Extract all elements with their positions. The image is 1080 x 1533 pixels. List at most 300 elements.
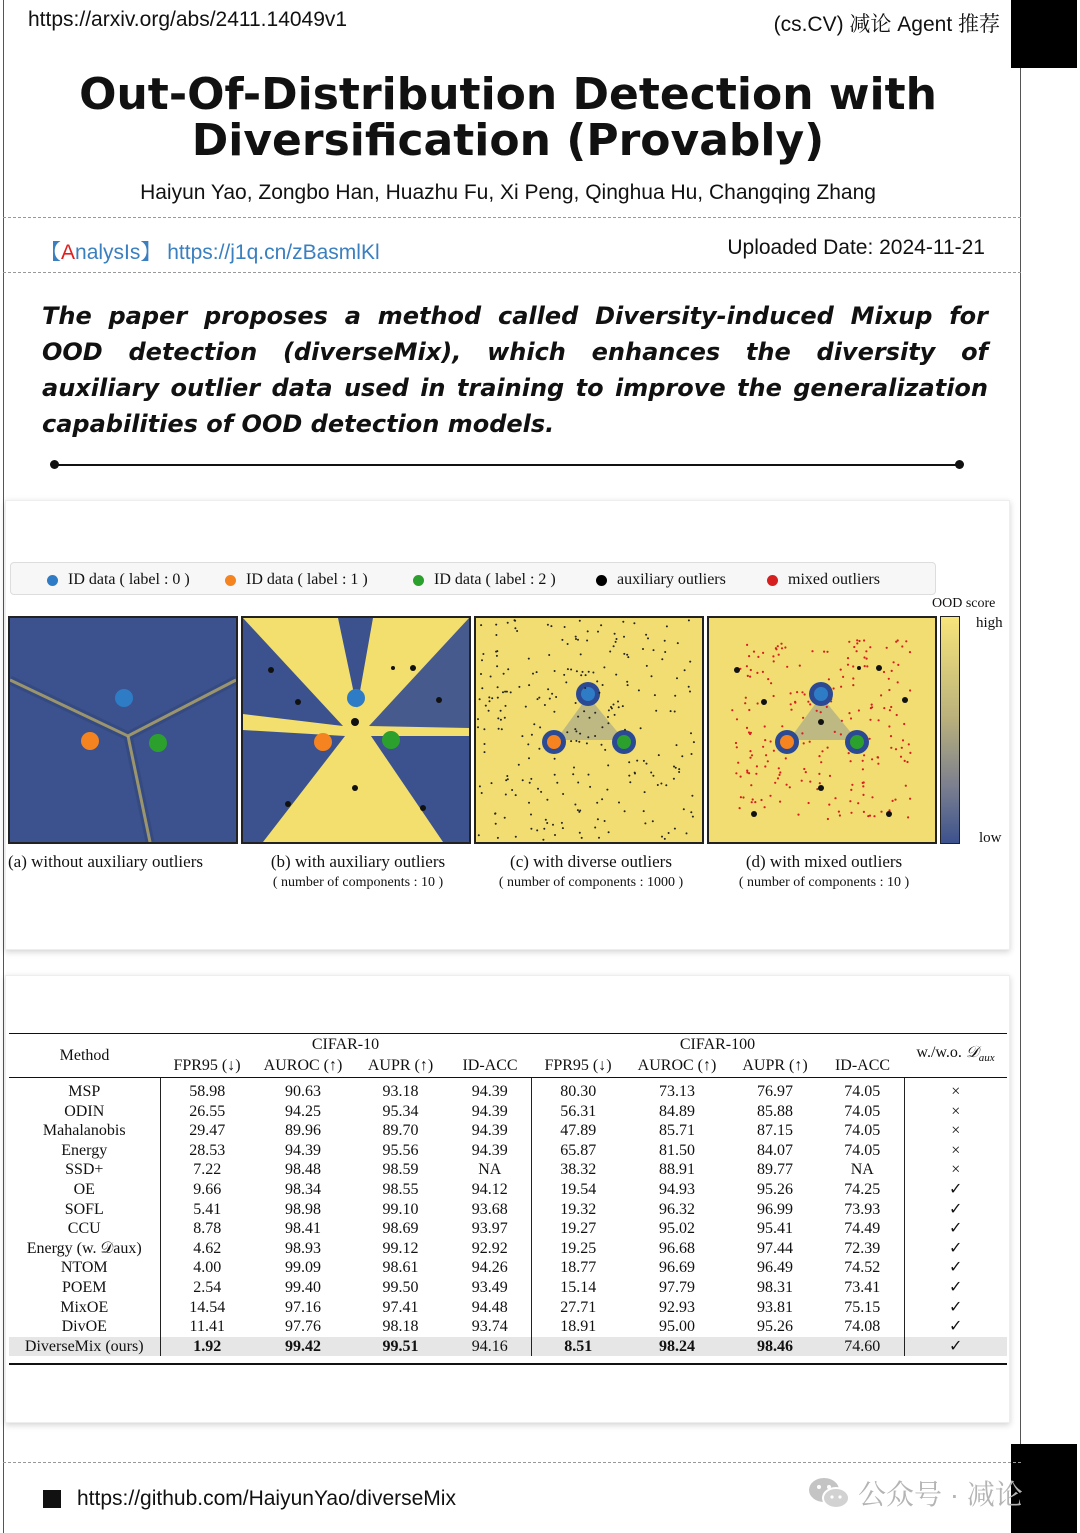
outlier-point (566, 731, 568, 733)
mixed-outlier-point (900, 756, 902, 758)
analysis-url[interactable]: https://j1q.cn/zBasmlKl (167, 241, 380, 264)
mixed-outlier-point (820, 711, 822, 713)
aux-cell: ✓ (904, 1337, 1007, 1357)
mixed-outlier-point (856, 639, 858, 641)
table-row (9, 1337, 1007, 1357)
value-cell: 93.81 (757, 1298, 793, 1316)
aux-header-symbol: 𝒟 (965, 1043, 979, 1061)
outlier-point (567, 643, 569, 645)
outlier-point (484, 751, 486, 753)
mixed-outlier-point (751, 754, 753, 756)
mixed-outlier-point (840, 733, 842, 735)
mixed-outlier-point (744, 702, 746, 704)
outlier-point (610, 706, 612, 708)
outlier-point (485, 705, 487, 707)
mixed-outlier-point (778, 767, 780, 769)
value-cell: 98.61 (382, 1259, 419, 1277)
outlier-point (575, 730, 577, 732)
value-cell: 95.26 (757, 1318, 793, 1336)
outlier-point (581, 837, 583, 839)
mixed-outlier-point (840, 686, 842, 688)
mixed-outlier-point (863, 656, 865, 658)
mixed-outlier-point (878, 719, 880, 721)
value-cell: 76.97 (757, 1083, 793, 1100)
outlier-point (565, 681, 567, 683)
outlier-point (504, 691, 506, 693)
outlier-point (530, 778, 532, 780)
plot-d-mixed (707, 616, 937, 844)
mixed-outlier-point (746, 665, 748, 667)
value-cell: 15.14 (560, 1278, 597, 1296)
outlier-point (528, 684, 530, 686)
outlier-point (527, 743, 529, 745)
legend-item (225, 571, 368, 589)
mixed-outlier-point (818, 755, 820, 757)
value-cell: 94.39 (449, 1141, 531, 1161)
value-cell: 94.39 (285, 1141, 321, 1159)
outlier-point (538, 697, 540, 699)
mixed-outlier-point (777, 645, 779, 647)
value-cell: 29.47 (189, 1122, 226, 1140)
mixed-outlier-point (869, 738, 871, 740)
value-cell: 4.00 (193, 1259, 222, 1277)
mixed-outlier-point (757, 656, 759, 658)
summary-text: The paper proposes a method called Diversity-induced Mixup for OOD detection (diverseMix), which enhances the diversity of auxiliary outlier data used in training to improve the generalization capabilities of OOD detection models. (42, 302, 988, 438)
outlier-point (628, 775, 630, 777)
outlier-point (546, 822, 548, 824)
aux-cell: ✓ (904, 1278, 1007, 1298)
mixed-outlier-point (757, 702, 759, 704)
value-cell: 97.41 (382, 1298, 419, 1316)
outlier-point (507, 622, 509, 624)
outlier-point (622, 705, 624, 707)
mixed-outlier-point (820, 761, 822, 763)
mixed-outlier-point (755, 773, 757, 775)
outlier-point (573, 767, 575, 769)
mixed-outlier-point (897, 664, 899, 666)
value-cell: 5.41 (193, 1200, 222, 1218)
outlier-point (516, 630, 518, 632)
mixed-outlier-point (907, 816, 909, 818)
mixed-outlier-point (747, 675, 749, 677)
mixed-outlier-point (767, 760, 769, 762)
outlier-point (607, 716, 609, 718)
mixed-outlier-point (767, 678, 769, 680)
mixed-outlier-point (786, 784, 788, 786)
legend-dot-icon (596, 575, 607, 586)
mixed-outlier-point (735, 742, 737, 744)
mixed-outlier-point (774, 782, 776, 784)
outlier-point (586, 742, 588, 744)
legend-dot-icon (47, 575, 58, 586)
outlier-point (547, 688, 549, 690)
outlier-point (564, 626, 566, 628)
mixed-outlier-point (749, 676, 751, 678)
mixed-outlier-point (829, 775, 831, 777)
mixed-outlier-point (786, 666, 788, 668)
mixed-outlier-point (901, 645, 903, 647)
mixed-outlier-point (826, 706, 828, 708)
mixed-outlier-point (796, 691, 798, 693)
outlier-point (665, 784, 667, 786)
mixed-outlier-point (801, 691, 803, 693)
value-cell: 98.69 (382, 1220, 419, 1238)
method-cell: SSD+ (9, 1160, 160, 1180)
mixed-outlier-point (841, 720, 843, 722)
outlier-point (484, 743, 486, 745)
plot-b-auxiliary (241, 616, 471, 844)
mixed-outlier-point (877, 756, 879, 758)
outlier-point (521, 735, 523, 737)
value-cell: 56.31 (560, 1102, 597, 1120)
value-cell: 11.41 (189, 1318, 225, 1336)
corner-block-top (1011, 0, 1077, 68)
outlier-point (678, 768, 680, 770)
outlier-point (577, 782, 579, 784)
caption-a: (a) without auxiliary outliers (8, 852, 203, 871)
value-cell: 97.76 (285, 1318, 321, 1336)
mixed-outlier-point (890, 747, 892, 749)
mixed-outlier-point (909, 651, 911, 653)
legend-dot-icon (767, 575, 778, 586)
outlier-point (506, 775, 508, 777)
value-cell: 98.59 (382, 1161, 419, 1179)
legend-label: ID data ( label : 2 ) (434, 571, 556, 588)
mixed-outlier-point (777, 777, 779, 779)
mixed-outlier-point (853, 646, 855, 648)
divider (3, 217, 1021, 218)
value-cell: 97.16 (285, 1298, 321, 1316)
category-tag: (cs.CV) 减论 Agent 推荐 (773, 13, 1000, 36)
table-row (9, 1200, 1007, 1220)
metric-header: ID-ACC (449, 1056, 531, 1078)
plot-b-image (243, 618, 469, 842)
method-cell: OE (9, 1180, 160, 1200)
value-cell: 74.05 (844, 1122, 881, 1140)
mixed-outlier-point (781, 647, 783, 649)
mixed-outlier-point (834, 731, 836, 733)
outlier-point (574, 804, 576, 806)
mixed-outlier-point (762, 746, 764, 748)
outlier-point (577, 716, 579, 718)
outlier-point (554, 670, 556, 672)
outlier-point (686, 832, 688, 834)
method-cell: ODIN (9, 1102, 160, 1122)
outlier-point (676, 744, 678, 746)
table-row (9, 1278, 1007, 1298)
outlier-point (537, 788, 539, 790)
value-cell: 73.13 (659, 1083, 695, 1100)
outlier-point (518, 686, 520, 688)
outlier-point (627, 656, 629, 658)
outlier-point (653, 649, 655, 651)
value-cell: 95.41 (757, 1220, 793, 1238)
mixed-outlier-point (839, 814, 841, 816)
mixed-outlier-point (890, 735, 892, 737)
method-header: Method (9, 1034, 160, 1078)
outlier-point (537, 698, 539, 700)
mixed-outlier-point (905, 785, 907, 787)
outlier-point (505, 705, 507, 707)
outlier-point (597, 631, 599, 633)
plot-c-diverse (474, 616, 704, 844)
outlier-point (579, 733, 581, 735)
mixed-outlier-point (740, 776, 742, 778)
outlier-point (678, 771, 680, 773)
value-cell: 85.88 (757, 1102, 793, 1120)
outlier-point (661, 658, 663, 660)
outlier-point (670, 710, 672, 712)
outlier-point (623, 653, 625, 655)
outlier-point (594, 712, 596, 714)
mixed-outlier-point (886, 647, 888, 649)
mixed-outlier-point (773, 750, 775, 752)
legend-label: ID data ( label : 0 ) (68, 571, 190, 588)
mixed-outlier-point (749, 757, 751, 759)
caption-c: (c) with diverse outliers (510, 852, 672, 871)
outlier-point (652, 775, 654, 777)
divider (3, 1462, 1021, 1463)
rule-dot-left (50, 460, 59, 469)
outlier-point (661, 836, 663, 838)
outlier-point (592, 672, 594, 674)
mixed-outlier-point (888, 678, 890, 680)
table-row (9, 1317, 1007, 1337)
mixed-outlier-point (750, 732, 752, 734)
mixed-outlier-point (869, 719, 871, 721)
table-row (9, 1219, 1007, 1239)
mixed-outlier-point (909, 689, 911, 691)
outlier-point (536, 671, 538, 673)
mixed-outlier-point (821, 750, 823, 752)
aux-cell: ✓ (904, 1219, 1007, 1239)
figure-legend (10, 562, 936, 595)
mixed-outlier-point (756, 672, 758, 674)
bracket-close: 】 (140, 241, 162, 264)
legend-dot-icon (225, 575, 236, 586)
mixed-outlier-point (819, 782, 821, 784)
outlier-point (676, 677, 678, 679)
outlier-point (691, 753, 693, 755)
mixed-outlier-point (842, 676, 844, 678)
value-cell: 99.10 (382, 1200, 419, 1218)
value-cell: 88.91 (659, 1161, 695, 1179)
analysis-link-row[interactable] (40, 236, 380, 266)
outlier-point (507, 668, 509, 670)
outlier-point (503, 673, 505, 675)
outlier-point (497, 717, 499, 719)
mixed-outlier-point (811, 650, 813, 652)
mixed-outlier-point (816, 710, 818, 712)
outlier-point (575, 702, 577, 704)
uploaded-date: Uploaded Date: 2024-11-21 (727, 236, 985, 259)
plot-a-without-auxiliary (8, 616, 238, 844)
method-cell: NTOM (9, 1258, 160, 1278)
outlier-point (533, 723, 535, 725)
value-cell: 99.09 (285, 1259, 321, 1277)
mixed-outlier-point (862, 782, 864, 784)
value-cell: 74.05 (844, 1141, 881, 1159)
mixed-outlier-point (869, 646, 871, 648)
outlier-point (561, 822, 563, 824)
outlier-point (522, 779, 524, 781)
value-cell: 99.51 (352, 1337, 449, 1357)
outlier-point (636, 760, 638, 762)
mixed-outlier-point (864, 665, 866, 667)
mixed-outlier-point (851, 784, 853, 786)
mixed-outlier-point (828, 678, 830, 680)
arxiv-url[interactable]: https://arxiv.org/abs/2411.14049v1 (28, 8, 348, 31)
outlier-point (488, 696, 490, 698)
outlier-point (643, 760, 645, 762)
mixed-outlier-point (764, 739, 766, 741)
outlier-point (585, 674, 587, 676)
outlier-point (655, 710, 657, 712)
legend-item (413, 571, 556, 589)
method-cell: DivOE (9, 1317, 160, 1337)
value-cell: 98.48 (285, 1161, 321, 1179)
value-cell: 94.12 (449, 1180, 531, 1200)
outlier-point (549, 698, 551, 700)
outlier-point (489, 700, 491, 702)
mixed-outlier-point (746, 644, 748, 646)
outlier-point (664, 651, 666, 653)
outlier-point (674, 695, 676, 697)
outlier-point (644, 822, 646, 824)
value-cell: 93.97 (449, 1219, 531, 1239)
outlier-point (584, 687, 586, 689)
outlier-point (689, 691, 691, 693)
value-cell: 74.05 (844, 1102, 881, 1120)
value-cell: 74.05 (844, 1083, 881, 1100)
method-cell: POEM (9, 1278, 160, 1298)
divider (3, 272, 1021, 273)
outlier-point (688, 686, 690, 688)
group-header-cifar100: CIFAR-100 (531, 1034, 904, 1056)
method-cell: Energy (w. 𝒟aux) (9, 1239, 160, 1259)
value-cell: 89.70 (382, 1122, 419, 1140)
colorbar-title: OOD score (932, 596, 996, 611)
mixed-outlier-point (850, 789, 852, 791)
value-cell: 74.49 (844, 1220, 881, 1238)
outlier-point (504, 817, 506, 819)
outlier-point (479, 698, 481, 700)
outlier-point (481, 687, 483, 689)
outlier-point (586, 640, 588, 642)
value-cell: 28.53 (189, 1141, 226, 1159)
legend-item (47, 571, 190, 589)
outlier-point (506, 691, 508, 693)
outlier-point (525, 706, 527, 708)
value-cell: 94.39 (449, 1121, 531, 1141)
outlier-point (652, 820, 654, 822)
github-url[interactable]: https://github.com/HaiyunYao/diverseMix (77, 1487, 456, 1510)
mixed-outlier-point (790, 692, 792, 694)
outlier-point (577, 639, 579, 641)
outlier-point (579, 810, 581, 812)
outlier-point (600, 624, 602, 626)
outlier-point (563, 674, 565, 676)
mixed-outlier-point (790, 709, 792, 711)
outlier-point (477, 718, 479, 720)
outlier-point (608, 831, 610, 833)
value-cell: 74.25 (844, 1180, 881, 1198)
value-cell: 94.39 (449, 1078, 531, 1102)
value-cell: 74.52 (844, 1259, 881, 1277)
value-cell: 96.99 (757, 1200, 793, 1218)
value-cell: 96.68 (659, 1239, 695, 1257)
value-cell: 65.87 (560, 1141, 597, 1159)
mixed-outlier-point (750, 669, 752, 671)
outlier-point (576, 670, 578, 672)
mixed-outlier-point (862, 785, 864, 787)
outlier-point (497, 837, 499, 839)
aux-header-sub: aux (978, 1051, 995, 1064)
outlier-point (550, 625, 552, 627)
value-cell: 89.96 (285, 1122, 321, 1140)
outlier-point (480, 624, 482, 626)
outlier-point (693, 741, 695, 743)
mixed-outlier-point (894, 799, 896, 801)
mixed-outlier-point (775, 647, 777, 649)
outlier-point (657, 784, 659, 786)
outlier-point (574, 728, 576, 730)
metric-header: FPR95 (↓) (160, 1056, 254, 1078)
legend-label: ID data ( label : 1 ) (246, 571, 368, 588)
mixed-outlier-point (867, 815, 869, 817)
mixed-outlier-point (852, 684, 854, 686)
outlier-point (500, 719, 502, 721)
value-cell: 94.48 (449, 1298, 531, 1318)
mixed-outlier-point (897, 639, 899, 641)
table-body (9, 1078, 1007, 1357)
mixed-outlier-point (779, 801, 781, 803)
mixed-outlier-point (891, 670, 893, 672)
outlier-point (547, 624, 549, 626)
mixed-outlier-point (909, 752, 911, 754)
mixed-outlier-point (773, 695, 775, 697)
outlier-point (539, 726, 541, 728)
outlier-point (538, 748, 540, 750)
outlier-point (598, 837, 600, 839)
outlier-point (477, 726, 479, 728)
mixed-outlier-point (731, 709, 733, 711)
mixed-outlier-point (827, 818, 829, 820)
outlier-point (587, 630, 589, 632)
value-cell: 98.46 (729, 1337, 821, 1357)
mixed-outlier-point (866, 658, 868, 660)
metric-header: AUROC (↑) (254, 1056, 352, 1078)
outlier-point (594, 827, 596, 829)
outlier-point (483, 728, 485, 730)
metric-header: AUPR (↑) (729, 1056, 821, 1078)
outlier-point (536, 829, 538, 831)
outlier-point (553, 711, 555, 713)
outlier-point (654, 694, 656, 696)
mixed-outlier-point (880, 811, 882, 813)
method-cell: Mahalanobis (9, 1121, 160, 1141)
outlier-point (544, 704, 546, 706)
mixed-outlier-point (902, 739, 904, 741)
aux-cell: ✓ (904, 1200, 1007, 1220)
mixed-outlier-point (790, 703, 792, 705)
mixed-outlier-point (818, 773, 820, 775)
outlier-point (660, 783, 662, 785)
mixed-outlier-point (801, 732, 803, 734)
value-cell: 98.93 (285, 1239, 321, 1257)
aux-cell: ✓ (904, 1298, 1007, 1318)
metric-header: FPR95 (↓) (531, 1056, 625, 1078)
